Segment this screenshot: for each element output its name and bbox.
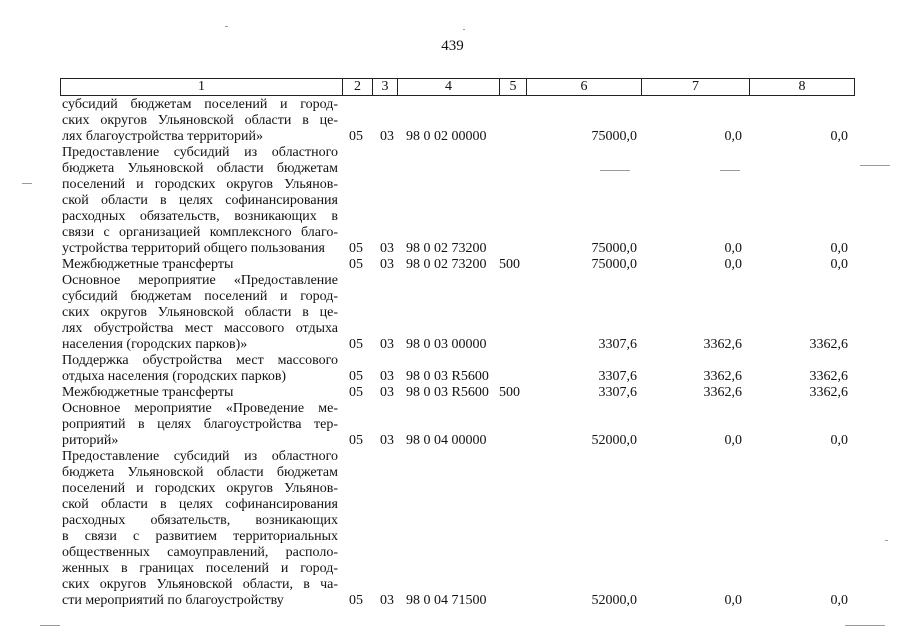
description-line: ских округов Ульяновской области в це- [62,305,338,320]
description-line: субсидий бюджетам поселений и город- [62,97,338,112]
cell-c3: 03 [380,385,394,400]
table-header [60,78,855,96]
table-row [0,385,905,401]
cell-c4: 98 0 02 73200 [406,257,487,272]
row-description [62,385,338,401]
description-line: бюджета Ульяновской области бюджетам [62,161,338,176]
cell-c6: 3307,6 [598,337,637,352]
description-line: субсидий бюджетам поселений и город- [62,289,338,304]
cell-c4: 98 0 03 R5600 [406,369,489,384]
cell-c4: 98 0 03 R5600 [406,385,489,400]
cell-c7: 0,0 [724,129,742,144]
table-row [0,449,905,609]
cell-c3: 03 [380,241,394,256]
page-number: 439 [441,38,464,54]
cell-c3: 03 [380,433,394,448]
cell-c6: 75000,0 [591,129,637,144]
cell-c7: 3362,6 [703,369,742,384]
row-description [62,257,338,273]
description-line: лях обустройства мест массового отдыха [62,321,338,336]
row-description [62,449,338,609]
description-line: ской области в целях софинансирования [62,497,338,512]
cell-c2: 05 [349,337,363,352]
cell-c4: 98 0 04 00000 [406,433,487,448]
row-description [62,273,338,353]
description-line: связи с организацией комплексного благо- [62,225,338,240]
description-line: Предоставление субсидий из областного [62,145,338,160]
cell-c4: 98 0 03 00000 [406,337,487,352]
description-line: роприятий в целях благоустройства тер- [62,417,338,432]
cell-c6: 52000,0 [591,593,637,608]
cell-c3: 03 [380,337,394,352]
cell-c4: 98 0 04 71500 [406,593,487,608]
description-line: ских округов Ульяновской области в це- [62,113,338,128]
cell-c2: 05 [349,241,363,256]
column-header-6: 6 [526,79,641,95]
cell-c2: 05 [349,385,363,400]
cell-c5: 500 [499,385,520,400]
description-line: отдыха населения (городских парков) [62,369,287,384]
cell-c7: 3362,6 [703,385,742,400]
column-header-3: 3 [372,79,397,95]
cell-c3: 03 [380,129,394,144]
cell-c7: 0,0 [724,593,742,608]
description-line: расходных обязательств, возникающих [62,513,338,528]
table-row [0,257,905,273]
row-description [62,97,338,145]
description-line: сти мероприятий по благоустройству [62,593,284,608]
description-line: общественных самоуправлений, располо- [62,545,338,560]
description-line: устройства территорий общего пользования [62,241,325,256]
cell-c5: 500 [499,257,520,272]
cell-c8: 3362,6 [809,385,848,400]
cell-c4: 98 0 02 73200 [406,241,487,256]
cell-c3: 03 [380,257,394,272]
description-line: Основное мероприятие «Предоставление [62,273,338,288]
column-header-8: 8 [749,79,854,95]
description-line: Предоставление субсидий из областного [62,449,338,464]
row-description [62,353,338,385]
description-line: риторий» [62,433,119,448]
cell-c3: 03 [380,593,394,608]
description-line: женных в границах поселений и город- [62,561,338,576]
cell-c2: 05 [349,593,363,608]
row-description [62,145,338,257]
description-line: лях благоустройства территорий» [62,129,263,144]
description-line: ской области в целях софинансирования [62,193,338,208]
cell-c6: 75000,0 [591,257,637,272]
column-header-7: 7 [641,79,749,95]
cell-c2: 05 [349,369,363,384]
description-line: поселений и городских округов Ульянов- [62,177,338,192]
cell-c8: 3362,6 [809,369,848,384]
cell-c7: 0,0 [724,257,742,272]
description-line: бюджета Ульяновской области бюджетам [62,465,338,480]
column-header-2: 2 [342,79,372,95]
table-row [0,273,905,353]
description-line: Основное мероприятие «Проведение ме- [62,401,338,416]
description-line: Межбюджетные трансферты [62,385,234,400]
cell-c2: 05 [349,433,363,448]
cell-c6: 3307,6 [598,385,637,400]
cell-c8: 0,0 [830,241,848,256]
cell-c8: 3362,6 [809,337,848,352]
table-row [0,97,905,145]
row-description [62,401,338,449]
cell-c6: 3307,6 [598,369,637,384]
cell-c8: 0,0 [830,593,848,608]
description-line: расходных обязательств, возникающих в [62,209,338,224]
cell-c6: 75000,0 [591,241,637,256]
column-header-5: 5 [499,79,526,95]
description-line: населения (городских парков)» [62,337,248,352]
column-header-4: 4 [397,79,499,95]
cell-c8: 0,0 [830,129,848,144]
cell-c2: 05 [349,257,363,272]
description-line: ских округов Ульяновской области, в ча- [62,577,338,592]
cell-c3: 03 [380,369,394,384]
cell-c7: 0,0 [724,433,742,448]
cell-c7: 0,0 [724,241,742,256]
description-line: в связи с развитием территориальных [62,529,338,544]
cell-c8: 0,0 [830,257,848,272]
cell-c6: 52000,0 [591,433,637,448]
table-row [0,353,905,385]
description-line: Межбюджетные трансферты [62,257,234,272]
description-line: поселений и городских округов Ульянов- [62,481,338,496]
table-row [0,401,905,449]
description-line: Поддержка обустройства мест массового [62,353,338,368]
cell-c4: 98 0 02 00000 [406,129,487,144]
cell-c8: 0,0 [830,433,848,448]
cell-c7: 3362,6 [703,337,742,352]
budget-table-body [0,97,905,609]
table-row [0,145,905,257]
column-header-1: 1 [198,79,205,94]
cell-c2: 05 [349,129,363,144]
